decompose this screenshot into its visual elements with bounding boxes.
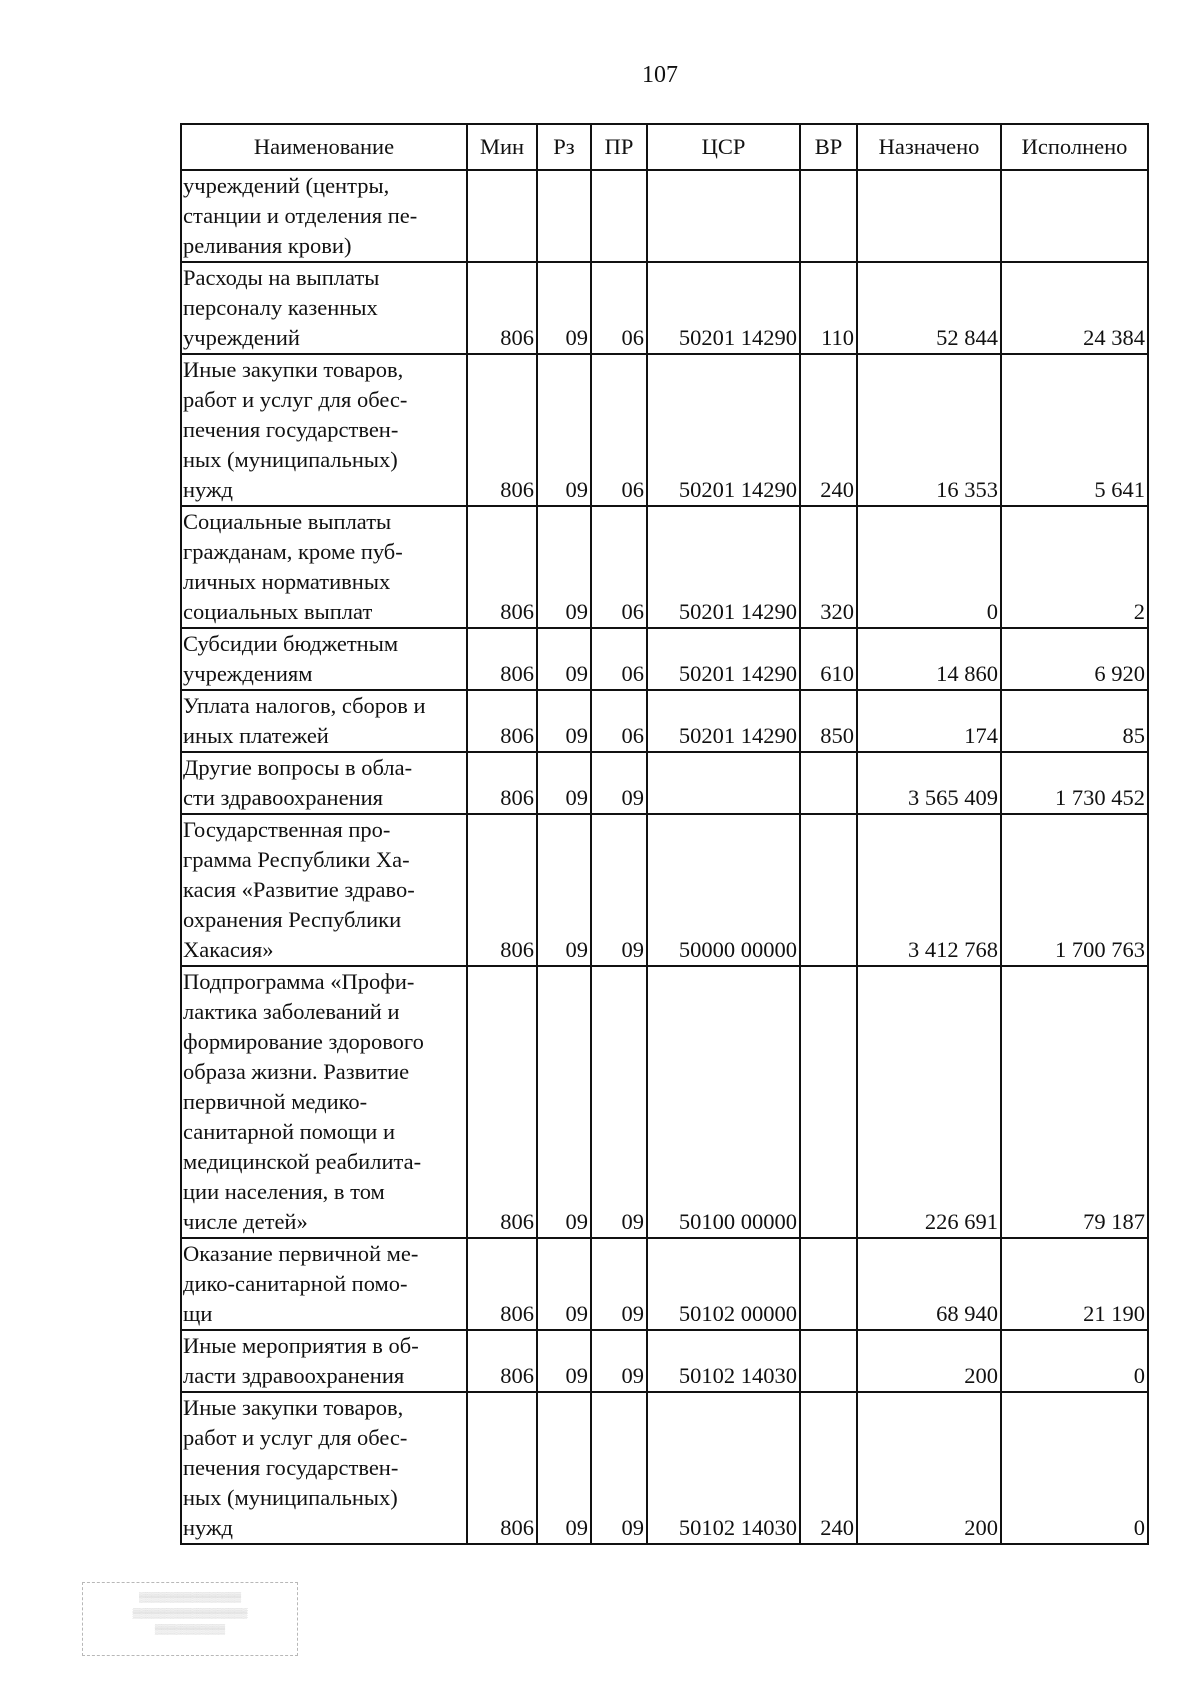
row-min: 806 <box>467 1238 537 1330</box>
row-name: Иные закупки товаров, работ и услуг для обес- печения государствен- ных (муниципальных) нужд <box>181 354 467 506</box>
row-min: 806 <box>467 1392 537 1544</box>
row-rz: 09 <box>537 262 591 354</box>
row-executed: 1 730 452 <box>1001 752 1148 814</box>
row-min: 806 <box>467 814 537 966</box>
row-executed: 85 <box>1001 690 1148 752</box>
row-assigned: 200 <box>857 1392 1001 1544</box>
row-rz: 09 <box>537 814 591 966</box>
row-csr: 50201 14290 <box>647 506 800 628</box>
row-name: Субсидии бюджетным учреждениям <box>181 628 467 690</box>
row-assigned: 68 940 <box>857 1238 1001 1330</box>
row-vr <box>800 814 857 966</box>
row-pr: 09 <box>591 966 647 1238</box>
row-pr: 06 <box>591 262 647 354</box>
row-executed: 79 187 <box>1001 966 1148 1238</box>
header-row <box>181 124 1148 170</box>
row-pr: 06 <box>591 628 647 690</box>
table-row <box>181 690 1148 752</box>
row-pr: 09 <box>591 1238 647 1330</box>
row-name: Уплата налогов, сборов и иных платежей <box>181 690 467 752</box>
row-vr <box>800 1330 857 1392</box>
row-csr: 50201 14290 <box>647 354 800 506</box>
row-csr: 50201 14290 <box>647 262 800 354</box>
table-row <box>181 170 1148 262</box>
row-assigned: 226 691 <box>857 966 1001 1238</box>
row-rz: 09 <box>537 752 591 814</box>
row-assigned: 174 <box>857 690 1001 752</box>
row-assigned: 14 860 <box>857 628 1001 690</box>
row-vr: 320 <box>800 506 857 628</box>
row-vr <box>800 1238 857 1330</box>
row-csr: 50102 00000 <box>647 1238 800 1330</box>
row-min: 806 <box>467 354 537 506</box>
row-min: 806 <box>467 966 537 1238</box>
row-rz: 09 <box>537 966 591 1238</box>
row-csr: 50100 00000 <box>647 966 800 1238</box>
row-rz <box>537 170 591 262</box>
row-vr: 240 <box>800 1392 857 1544</box>
row-vr: 850 <box>800 690 857 752</box>
row-min: 806 <box>467 1330 537 1392</box>
row-pr: 06 <box>591 690 647 752</box>
row-name: Другие вопросы в обла- сти здравоохранения <box>181 752 467 814</box>
row-vr: 240 <box>800 354 857 506</box>
table-row <box>181 1330 1148 1392</box>
stamp-line: ▒▒▒▒▒▒▒▒▒▒▒▒▒▒▒▒▒▒ <box>132 1608 248 1618</box>
row-name: Социальные выплаты гражданам, кроме пуб- личных нормативных социальных выплат <box>181 506 467 628</box>
header-assigned: Назначено <box>857 124 1001 170</box>
table-row <box>181 966 1148 1238</box>
header-name: Наименование <box>181 124 467 170</box>
row-executed: 24 384 <box>1001 262 1148 354</box>
row-pr: 09 <box>591 1330 647 1392</box>
row-rz: 09 <box>537 1238 591 1330</box>
row-vr <box>800 170 857 262</box>
row-executed: 0 <box>1001 1392 1148 1544</box>
row-pr: 06 <box>591 354 647 506</box>
row-executed: 1 700 763 <box>1001 814 1148 966</box>
row-assigned: 52 844 <box>857 262 1001 354</box>
header-vr: ВР <box>800 124 857 170</box>
page-number: 107 <box>642 62 678 88</box>
faded-stamp <box>82 1582 298 1656</box>
row-csr: 50102 14030 <box>647 1392 800 1544</box>
row-assigned: 3 412 768 <box>857 814 1001 966</box>
row-assigned: 0 <box>857 506 1001 628</box>
row-rz: 09 <box>537 1330 591 1392</box>
table-row <box>181 262 1148 354</box>
row-rz: 09 <box>537 354 591 506</box>
row-rz: 09 <box>537 690 591 752</box>
table-row <box>181 814 1148 966</box>
stamp-line: ▒▒▒▒▒▒▒▒▒▒▒ <box>154 1624 226 1634</box>
row-min: 806 <box>467 690 537 752</box>
row-name: Подпрограмма «Профи- лактика заболеваний и формирование здорового образа жизни. Развитие первичной медико- санитарной помощи и медицинской реабилита- ции населения, в том числе детей» <box>181 966 467 1238</box>
row-rz: 09 <box>537 506 591 628</box>
row-executed: 0 <box>1001 1330 1148 1392</box>
row-vr: 110 <box>800 262 857 354</box>
table-header <box>181 124 1148 170</box>
row-pr: 09 <box>591 752 647 814</box>
row-pr: 06 <box>591 506 647 628</box>
row-assigned: 3 565 409 <box>857 752 1001 814</box>
row-assigned <box>857 170 1001 262</box>
table-row <box>181 1392 1148 1544</box>
row-min: 806 <box>467 262 537 354</box>
row-executed <box>1001 170 1148 262</box>
table-row <box>181 506 1148 628</box>
row-vr <box>800 966 857 1238</box>
row-name: Расходы на выплаты персоналу казенных учреждений <box>181 262 467 354</box>
budget-table <box>180 123 1149 1545</box>
row-assigned: 200 <box>857 1330 1001 1392</box>
row-assigned: 16 353 <box>857 354 1001 506</box>
row-name: Государственная про- грамма Республики Ха- касия «Развитие здраво- охранения Республики Хакасия» <box>181 814 467 966</box>
row-vr <box>800 752 857 814</box>
table-row <box>181 1238 1148 1330</box>
row-rz: 09 <box>537 628 591 690</box>
row-name: учреждений (центры, станции и отделения пе- реливания крови) <box>181 170 467 262</box>
row-executed: 6 920 <box>1001 628 1148 690</box>
row-pr: 09 <box>591 1392 647 1544</box>
table-row <box>181 752 1148 814</box>
header-rz: Рз <box>537 124 591 170</box>
row-csr: 50201 14290 <box>647 690 800 752</box>
header-executed: Исполнено <box>1001 124 1148 170</box>
row-rz: 09 <box>537 1392 591 1544</box>
stamp-line: ▒▒▒▒▒▒▒▒▒▒▒▒▒▒▒▒ <box>138 1592 242 1602</box>
row-csr <box>647 752 800 814</box>
table-row <box>181 628 1148 690</box>
header-min: Мин <box>467 124 537 170</box>
row-name: Иные закупки товаров, работ и услуг для обес- печения государствен- ных (муниципальных) нужд <box>181 1392 467 1544</box>
row-min <box>467 170 537 262</box>
row-csr: 50201 14290 <box>647 628 800 690</box>
row-pr: 09 <box>591 814 647 966</box>
row-name: Оказание первичной ме- дико-санитарной помо- щи <box>181 1238 467 1330</box>
row-name: Иные мероприятия в об- ласти здравоохранения <box>181 1330 467 1392</box>
row-pr <box>591 170 647 262</box>
header-pr: ПР <box>591 124 647 170</box>
table-body <box>181 170 1148 1544</box>
row-min: 806 <box>467 628 537 690</box>
row-min: 806 <box>467 752 537 814</box>
row-vr: 610 <box>800 628 857 690</box>
row-executed: 21 190 <box>1001 1238 1148 1330</box>
table-row <box>181 354 1148 506</box>
row-csr: 50000 00000 <box>647 814 800 966</box>
row-csr <box>647 170 800 262</box>
row-csr: 50102 14030 <box>647 1330 800 1392</box>
row-executed: 2 <box>1001 506 1148 628</box>
row-min: 806 <box>467 506 537 628</box>
header-csr: ЦСР <box>647 124 800 170</box>
row-executed: 5 641 <box>1001 354 1148 506</box>
